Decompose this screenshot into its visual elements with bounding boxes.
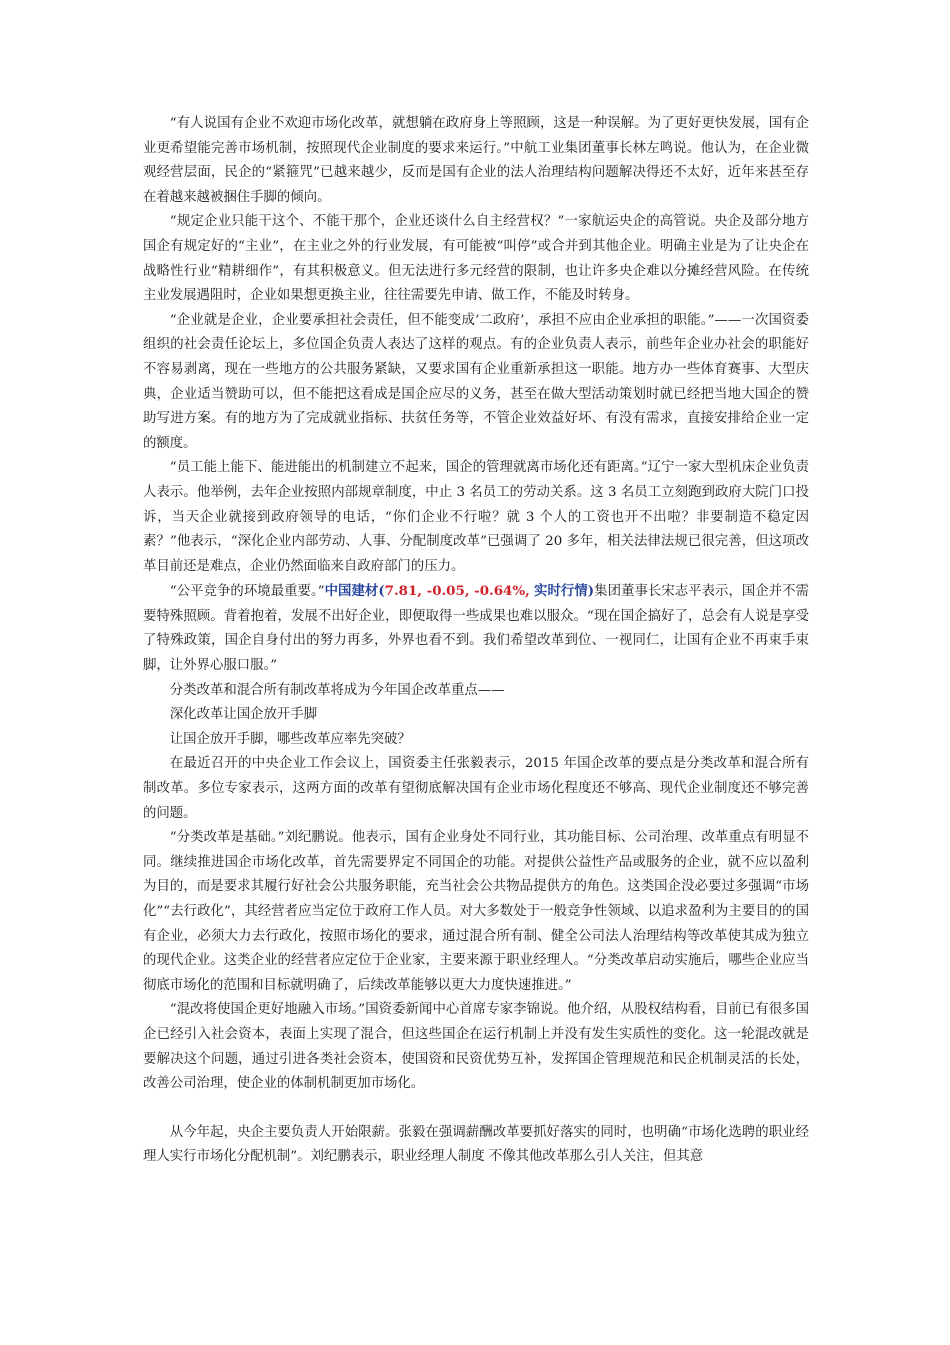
- stock-price-quote: 7.81, -0.05, -0.64%,: [384, 583, 530, 600]
- section-question: 让国企放开手脚，哪些改革应率先突破？: [169, 731, 411, 747]
- fair-competition-lead: “公平竞争的环境最重要。”: [169, 584, 325, 600]
- article-body: [143, 112, 809, 1170]
- paragraph-central-enterprise-meeting: 在最近召开的中央企业工作会议上，国资委主任张毅表示，2015 年国企改革的要点是分类改革和混合所有制改革。多位专家表示，这两方面的改革有望彻底解决国有企业市场化程度还不够高、现代企业制度还不够完善的问题。: [143, 756, 809, 821]
- paragraph-shipping-executive: “规定企业只能干这个、不能干那个，企业还谈什么自主经营权？”一家航运央企的高管说。央企及部分地方国企有规定好的“主业”，在主业之外的行业发展，有可能被“叫停”或合并到其他企业。明确主业是为了让央企在战略性行业“精耕细作”，有其积极意义。但无法进行多元经营的限制，也让许多央企难以分摊经营风险。在传统主业发展遇阻时，企业如果想更换主业，往往需要先申请、做工作，不能及时转身。: [143, 214, 809, 304]
- section-subheading-2: 深化改革让国企放开手脚: [169, 707, 318, 723]
- paren-open: (: [378, 583, 385, 600]
- realtime-quote-link[interactable]: 实时行情: [534, 583, 588, 600]
- stock-link-cnbm[interactable]: 中国建材: [324, 583, 379, 600]
- fair-competition-rest: 集团董事长宋志平表示，国企并不需要特殊照顾。背着抱着，发展不出好企业，即便取得一些成果也难以服众。“现在国企搞好了，总会有人说是享受了特殊政策，国企自身付出的努力再多，外界也看不到。我们希望改革到位、一视同仁，让国有企业不再束手束脚，让外界心服口服。”: [143, 584, 810, 674]
- section-subheading-1: 分类改革和混合所有制改革将成为今年国企改革重点——: [169, 682, 505, 698]
- paragraph-mixed-ownership: “混改将使国企更好地融入市场。”国资委新闻中心首席专家李锦说。他介绍，从股权结构看，目前已有很多国企已经引入社会资本，表面上实现了混合，但这些国企在运行机制上并没有发生实质性的变化。这一轮混改就是要解决这个问题，通过引进各类社会资本，使国资和民资优势互补，发挥国企管理规范和民企机制灵活的长处，改善公司治理，使企业的体制机制更加市场化。: [143, 1002, 809, 1092]
- paragraph-classification-reform: “分类改革是基础。”刘纪鹏说。他表示，国有企业身处不同行业，其功能目标、公司治理、改革重点有明显不同。继续推进国企市场化改革，首先需要界定不同国企的功能。对提供公益性产品或服务的企业，就不应以盈利为目的，而是要求其履行好社会公共服务职能，充当社会公共物品提供方的角色。这类国企没必要过多强调“市场化”“去行政化”，其经营者应当定位于政府工作人员。对大多数处于一般竞争性领域、以追求盈利为主要目的的国有企业，必须大力去行政化，按照市场化的要求，通过混合所有制、健全公司法人治理结构等改革使其成为独立的现代企业。这类企业的经营者应定位于企业家，主要来源于职业经理人。“分类改革启动实施后，哪些企业应当彻底市场化的范围和目标就明确了，后续改革能够以更大力度快速推进。”: [143, 830, 809, 993]
- paragraph-lin-zuoming: “有人说国有企业不欢迎市场化改革，就想躺在政府身上等照顾，这是一种误解。为了更好更快发展，国有企业更希望能完善市场机制，按照现代企业制度的要求来运行。”中航工业集团董事长林左鸣说。他认为，在企业微观经营层面，民企的“紧箍咒”已越来越少，反而是国有企业的法人治理结构问题解决得还不太好，近年来甚至存在着越来越被捆住手脚的倾向。: [143, 116, 809, 205]
- paragraph-fair-competition: [143, 579, 809, 678]
- paragraph-salary-cap: 从今年起，央企主要负责人开始限薪。张毅在强调薪酬改革要抓好落实的同时，也明确“市场化选聘的职业经理人实行市场化分配机制”。刘纪鹏表示，职业经理人制度 不像其他改革那么引人关注，但其意: [143, 1124, 809, 1165]
- paragraph-machine-tool-enterprise: “员工能上能下、能进能出的机制建立不起来，国企的管理就离市场化还有距离。”辽宁一家大型机床企业负责人表示。他举例，去年企业按照内部规章制度，中止 3 名员工的劳动关系。这 3 名员工立刻跑到政府大院门口投诉，当天企业就接到政府领导的电话，“你们企业不行啦？就 3 个人的工资也开不出啦？非要制造不稳定因素？”他表示，“深化企业内部劳动、人事、分配制度改革”已强调了 20 多年，相关法律法规已很完善，但这项改革目前还是难点，企业仍然面临来自政府部门的压力。: [143, 460, 809, 574]
- paragraph-social-responsibility: “企业就是企业，企业要承担社会责任，但不能变成‘二政府’，承担不应由企业承担的职能。”——一次国资委组织的社会责任论坛上，多位国企负责人表达了这样的观点。有的企业负责人表示，前些年企业办社会的职能好不容易剥离，现在一些地方的公共服务紧缺，又要求国有企业重新承担这一职能。地方办一些体育赛事、大型庆典，企业适当赞助可以，但不能把这看成是国企应尽的义务，甚至在做大型活动策划时就已经把当地大国企的赞助写进方案。有的地方为了完成就业指标、扶贫任务等，不管企业效益好坏、有没有需求，直接安排给企业一定的额度。: [143, 312, 809, 451]
- paren-close: ): [587, 583, 595, 600]
